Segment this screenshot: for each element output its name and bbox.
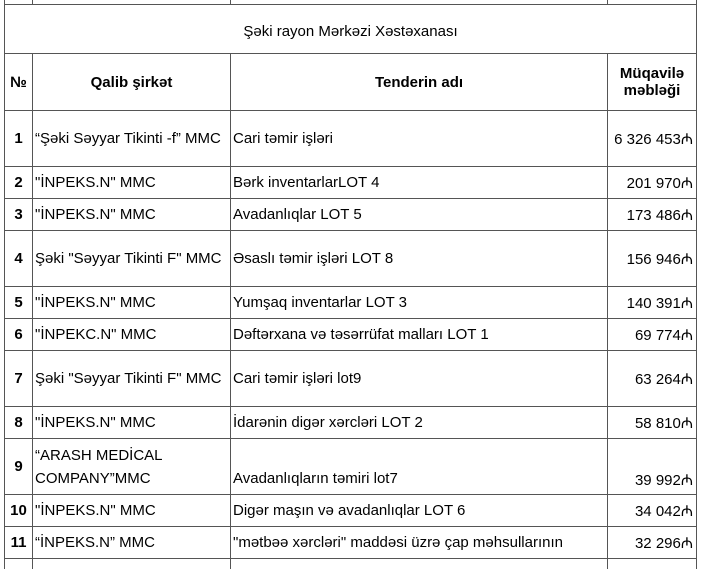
row-number: 3	[5, 199, 33, 231]
row-number: 6	[5, 319, 33, 351]
row-number: 7	[5, 351, 33, 407]
table-row	[5, 111, 697, 167]
header-tender: Tenderin adı	[231, 54, 608, 111]
row-tender: Əsaslı təmir işləri LOT 8	[231, 231, 608, 287]
header-company: Qalib şirkət	[33, 54, 231, 111]
row-amount: 156 946₼	[608, 231, 697, 287]
row-company: "İNPEKC.N" MMC	[33, 319, 231, 351]
row-amount: 69 774₼	[608, 319, 697, 351]
row-number: 4	[5, 231, 33, 287]
row-amount: 58 810₼	[608, 407, 697, 439]
row-tender: Bərk inventarlarLOT 4	[231, 167, 608, 199]
row-tender: Dəftərxana və təsərrüfat malları LOT 1	[231, 319, 608, 351]
header-amount: Müqavilə məbləği	[608, 54, 697, 111]
row-company: “İNPEKS.N” MMC	[33, 527, 231, 559]
row-tender: Yumşaq inventarlar LOT 3	[231, 287, 608, 319]
header-row	[5, 54, 697, 111]
row-company: “ARASH MEDİCAL COMPANY”MMC	[33, 439, 231, 495]
table-row	[5, 439, 697, 495]
table-title-row	[5, 5, 697, 54]
row-tender: Avadanlıqlar LOT 5	[231, 199, 608, 231]
table-row	[5, 527, 697, 559]
row-amount: 173 486₼	[608, 199, 697, 231]
header-no: №	[5, 54, 33, 111]
row-amount: 32 296₼	[608, 527, 697, 559]
row-tender: Cari təmir işləri	[231, 111, 608, 167]
row-number: 10	[5, 495, 33, 527]
row-company: Şəki "Səyyar Tikinti F" MMC	[33, 351, 231, 407]
table-row	[5, 351, 697, 407]
table-title: Şəki rayon Mərkəzi Xəstəxanası	[5, 5, 697, 54]
row-number: 11	[5, 527, 33, 559]
row-tender: "mətbəə xərcləri" maddəsi üzrə çap məhsullarının	[231, 527, 608, 559]
row-number: 5	[5, 287, 33, 319]
row-tender: Cari təmir işləri lot9	[231, 351, 608, 407]
table-row	[5, 167, 697, 199]
row-amount: 34 042₼	[608, 495, 697, 527]
row-company: "İNPEKS.N" MMC	[33, 167, 231, 199]
row-company: "İNPEKS.N" MMC	[33, 199, 231, 231]
table-row	[5, 407, 697, 439]
row-number: 2	[5, 167, 33, 199]
row-amount: 201 970₼	[608, 167, 697, 199]
row-tender: Digər maşın və avadanlıqlar LOT 6	[231, 495, 608, 527]
table-row	[5, 287, 697, 319]
row-amount: 39 992₼	[608, 439, 697, 495]
row-company: "İNPEKS.N" MMC	[33, 287, 231, 319]
row-company: Şəki "Səyyar Tikinti F" MMC	[33, 231, 231, 287]
row-amount: 140 391₼	[608, 287, 697, 319]
row-amount: 63 264₼	[608, 351, 697, 407]
table-row	[5, 231, 697, 287]
table-row-cut-off	[5, 559, 697, 569]
table-row	[5, 319, 697, 351]
row-amount: 6 326 453₼	[608, 111, 697, 167]
row-number: 1	[5, 111, 33, 167]
row-tender: İdarənin digər xərcləri LOT 2	[231, 407, 608, 439]
row-number: 9	[5, 439, 33, 495]
row-number: 8	[5, 407, 33, 439]
row-company: “Şəki Səyyar Tikinti -f” MMC	[33, 111, 231, 167]
row-tender: Avadanlıqların təmiri lot7	[231, 439, 608, 495]
table-row	[5, 495, 697, 527]
row-company: "İNPEKS.N" MMC	[33, 407, 231, 439]
row-company: "İNPEKS.N" MMC	[33, 495, 231, 527]
table-row	[5, 199, 697, 231]
tender-table	[4, 0, 697, 569]
